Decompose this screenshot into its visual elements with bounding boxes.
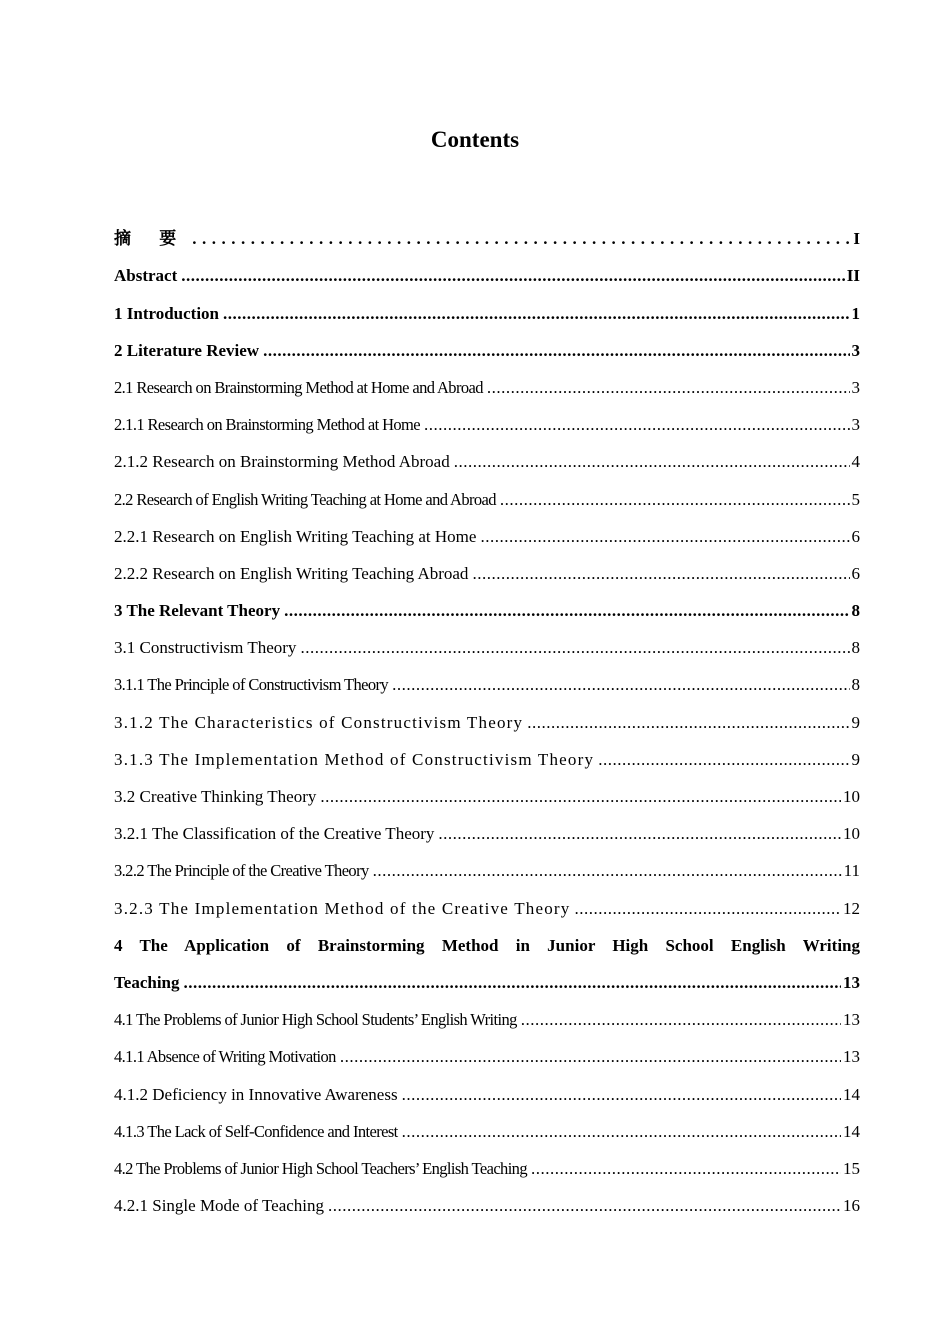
- toc-entry-4-2[interactable]: [114, 1145, 860, 1182]
- toc-entry-4-1[interactable]: [114, 996, 860, 1033]
- toc-entry-label: 3.1.1 The Principle of Constructivism Theory: [114, 675, 389, 695]
- toc-entry-label: 2 Literature Review: [114, 340, 260, 360]
- toc-entry-page: II: [846, 266, 860, 286]
- toc-entry-page: 6: [851, 526, 860, 546]
- toc-entry-page: 16: [843, 1196, 860, 1216]
- toc-entry-page: 3: [851, 377, 860, 397]
- dot-leader: [181, 265, 845, 287]
- toc-entry-label: 3.1.2 The Characteristics of Constructivism Theory: [114, 712, 524, 732]
- toc-entry-page: 8: [851, 675, 860, 695]
- dot-leader: [328, 1195, 841, 1217]
- toc-entry-4-1-1[interactable]: [114, 1033, 860, 1070]
- toc-entry-page: 14: [843, 1121, 860, 1141]
- dot-leader: [402, 1084, 841, 1106]
- toc-entry-page: 13: [843, 972, 860, 992]
- dot-leader: [527, 712, 849, 734]
- toc-entry-page: 15: [843, 1158, 860, 1178]
- toc-entry-page: 9: [851, 712, 860, 732]
- toc-entry-label: 3 The Relevant Theory: [114, 601, 281, 621]
- dot-leader: [192, 228, 851, 250]
- toc-entry-page: I: [853, 229, 860, 249]
- toc-entry-3-2[interactable]: [114, 773, 860, 810]
- toc-entry-2-1[interactable]: [114, 364, 860, 401]
- toc-entry-2-1-2[interactable]: [114, 438, 860, 475]
- dot-leader: [320, 786, 841, 808]
- toc-entry-label: 2.2.1 Research on English Writing Teaching at Home: [114, 526, 477, 546]
- toc-entry-label: 2.2.2 Research on English Writing Teaching Abroad: [114, 563, 469, 583]
- toc-entry-label: Abstract: [114, 266, 178, 286]
- toc-entry-label: 3.1 Constructivism Theory: [114, 638, 297, 658]
- dot-leader: [373, 860, 842, 882]
- dot-leader: [438, 823, 841, 845]
- toc-entry-label: 3.2.1 The Classification of the Creative Theory: [114, 824, 435, 844]
- toc-entry-chinese-abstract[interactable]: [114, 215, 860, 252]
- dot-leader: [480, 526, 849, 548]
- dot-leader: [300, 637, 849, 659]
- toc-entry-label: Teaching: [114, 972, 180, 992]
- toc-entry-label: 4.1.2 Deficiency in Innovative Awareness: [114, 1084, 398, 1104]
- toc-entry-page: 1: [851, 303, 860, 323]
- dot-leader: [521, 1009, 841, 1031]
- toc-entry-label: 4.1.1 Absence of Writing Motivation: [114, 1047, 336, 1067]
- toc-entry-4-2-1[interactable]: [114, 1182, 860, 1219]
- page-title: Contents: [430, 127, 520, 152]
- toc-entry-label: 1 Introduction: [114, 303, 220, 323]
- dot-leader: [487, 377, 850, 399]
- toc-entry-relevant-theory[interactable]: [114, 587, 860, 624]
- toc-entry-label: 4.1 The Problems of Junior High School Students’ English Writing: [114, 1010, 517, 1030]
- toc-entry-2-2-1[interactable]: [114, 513, 860, 550]
- toc-entry-label: 4.2 The Problems of Junior High School Teachers’ English Teaching: [114, 1158, 527, 1178]
- toc-entry-3-1-2[interactable]: [114, 698, 860, 735]
- toc-entry-label: 3.1.3 The Implementation Method of Constructivism Theory: [114, 749, 595, 769]
- toc-entry-page: 8: [851, 638, 860, 658]
- toc-entry-label: 2.1 Research on Brainstorming Method at Home and Abroad: [114, 377, 483, 397]
- toc-entry-page: 4: [851, 452, 860, 472]
- toc-entry-page: 3: [851, 415, 860, 435]
- toc-entry-page: 3: [851, 340, 860, 360]
- dot-leader: [575, 898, 842, 920]
- dot-leader: [424, 414, 849, 436]
- toc-entry-page: 12: [843, 898, 860, 918]
- toc-entry-3-2-2[interactable]: [114, 847, 860, 884]
- toc-entry-2-2[interactable]: [114, 475, 860, 512]
- toc-entry-2-1-1[interactable]: [114, 401, 860, 438]
- toc-entry-page: 11: [843, 861, 860, 881]
- toc-entry-label: 4 The Application of Brainstorming Method in Junior High School English Writing: [114, 935, 860, 955]
- toc-entry-label: 3.2.2 The Principle of the Creative Theory: [114, 861, 369, 881]
- toc-entry-literature-review[interactable]: [114, 327, 860, 364]
- toc-entry-3-1-1[interactable]: [114, 661, 860, 698]
- toc-entry-label: 4.1.3 The Lack of Self-Confidence and Interest: [114, 1121, 398, 1141]
- toc-entry-page: 5: [851, 489, 860, 509]
- toc-entry-4-1-2[interactable]: [114, 1070, 860, 1107]
- dot-leader: [500, 489, 850, 511]
- toc-entry-3-1-3[interactable]: [114, 736, 860, 773]
- toc-entry-label: 2.1.2 Research on Brainstorming Method Abroad: [114, 452, 450, 472]
- toc-entry-3-2-1[interactable]: [114, 810, 860, 847]
- dot-leader: [598, 749, 849, 771]
- toc-entry-introduction[interactable]: [114, 289, 860, 326]
- toc-entry-page: 8: [851, 601, 860, 621]
- toc-entry-label: 2.1.1 Research on Brainstorming Method at Home: [114, 415, 421, 435]
- dot-leader: [531, 1158, 841, 1180]
- dot-leader: [284, 600, 849, 622]
- dot-leader: [184, 972, 841, 994]
- toc-entry-label: 摘 要: [114, 229, 189, 249]
- toc-entry-page: 10: [843, 787, 860, 806]
- dot-leader: [454, 451, 850, 473]
- toc-entry-page: 10: [843, 824, 860, 844]
- toc-entry-application-line-1[interactable]: [114, 922, 860, 959]
- toc-entry-label: 3.2 Creative Thinking Theory: [114, 787, 317, 806]
- toc-entry-label: 4.2.1 Single Mode of Teaching: [114, 1196, 325, 1216]
- toc-entry-page: 6: [851, 563, 860, 583]
- toc-entry-page: 13: [843, 1047, 860, 1067]
- dot-leader: [392, 674, 849, 696]
- toc-entry-label: 2.2 Research of English Writing Teaching at Home and Abroad: [114, 489, 496, 509]
- dot-leader: [340, 1046, 841, 1068]
- toc-entry-page: 9: [851, 749, 860, 769]
- toc-entry-3-1[interactable]: [114, 624, 860, 661]
- toc-entry-abstract[interactable]: [114, 252, 860, 289]
- table-of-contents: [114, 215, 860, 1219]
- dot-leader: [472, 563, 849, 585]
- dot-leader: [402, 1121, 841, 1143]
- toc-entry-application-line-2[interactable]: [114, 959, 860, 996]
- toc-entry-3-2-3[interactable]: [114, 884, 860, 921]
- toc-entry-4-1-3[interactable]: [114, 1108, 860, 1145]
- toc-entry-label: 3.2.3 The Implementation Method of the Creative Theory: [114, 898, 571, 918]
- toc-entry-page: 13: [843, 1010, 860, 1030]
- toc-entry-page: 14: [843, 1084, 860, 1104]
- dot-leader: [223, 303, 849, 325]
- dot-leader: [263, 340, 849, 362]
- toc-entry-2-2-2[interactable]: [114, 550, 860, 587]
